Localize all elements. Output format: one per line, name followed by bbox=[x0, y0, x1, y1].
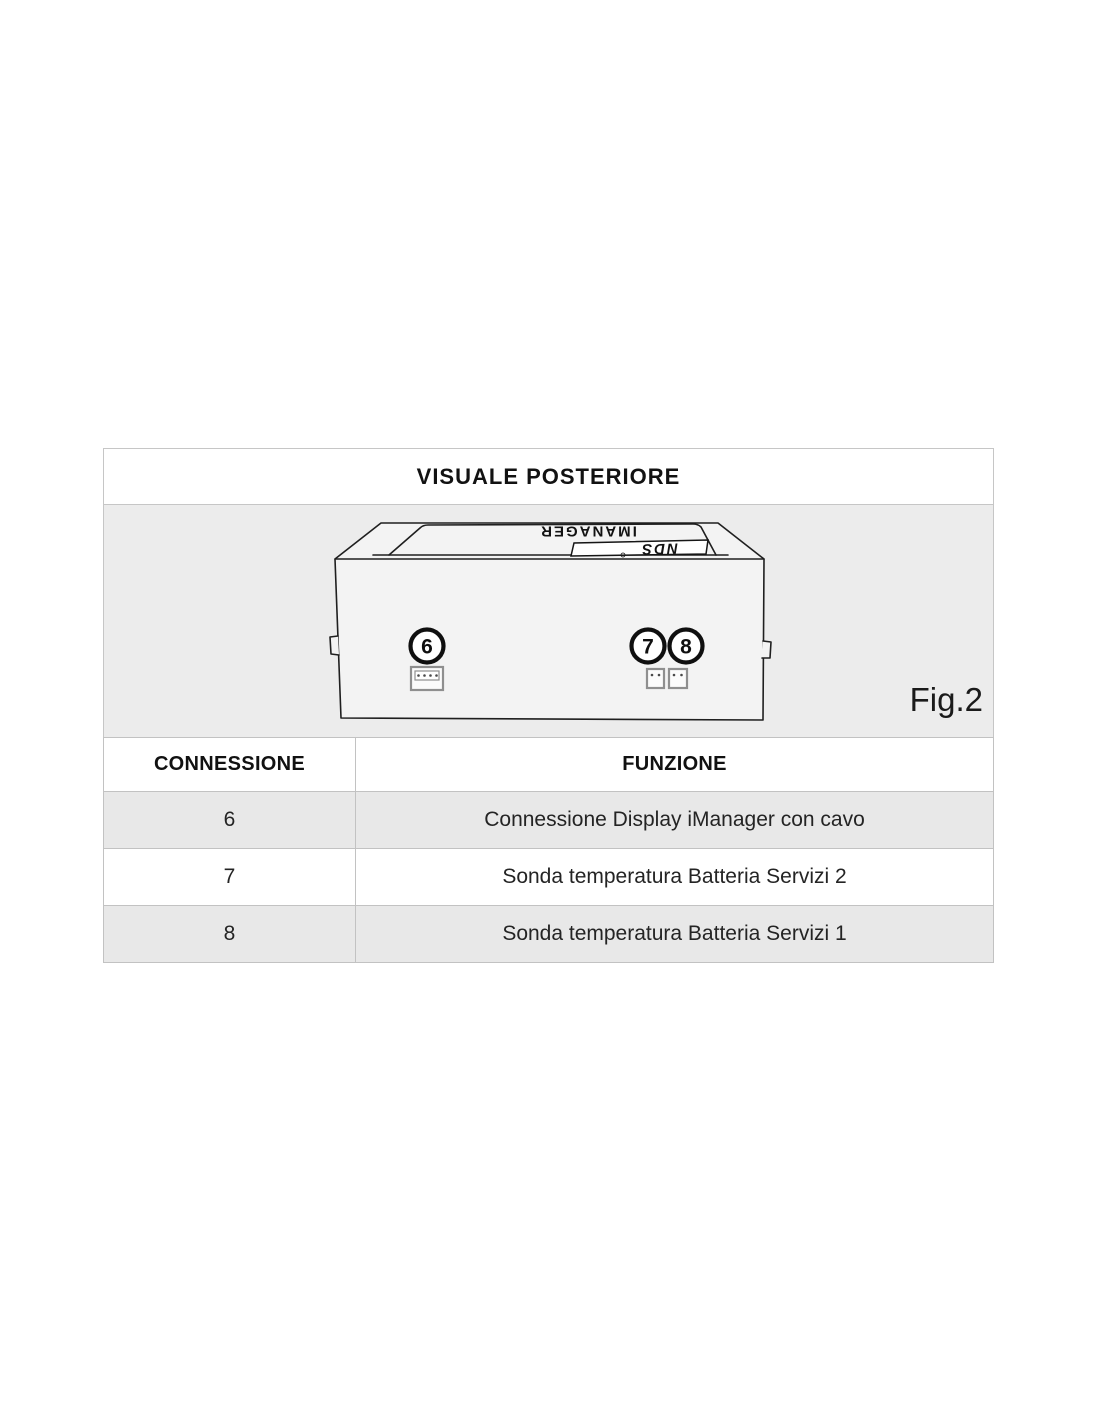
figure-panel bbox=[103, 448, 994, 963]
cell-funzione-7: Sonda temperatura Batteria Servizi 2 bbox=[356, 849, 994, 906]
table-row-6 bbox=[104, 792, 994, 849]
figure-caption: Fig.2 bbox=[909, 681, 983, 718]
connector-2pin-b bbox=[669, 669, 687, 688]
rear-view-diagram bbox=[103, 505, 994, 737]
cell-funzione-8: Sonda temperatura Batteria Servizi 1 bbox=[356, 906, 994, 963]
svg-text:7: 7 bbox=[642, 635, 654, 659]
table-header-row bbox=[104, 738, 994, 792]
port-6-badge bbox=[411, 630, 444, 663]
device-right-tab bbox=[762, 641, 771, 658]
cell-connessione-8: 8 bbox=[104, 906, 356, 963]
port-7-badge bbox=[632, 630, 665, 663]
device-drawing bbox=[104, 505, 993, 736]
svg-text:8: 8 bbox=[680, 635, 692, 659]
connection-table bbox=[103, 737, 994, 963]
table-row-7 bbox=[104, 849, 994, 906]
device-left-tab bbox=[330, 636, 339, 655]
port-8-badge bbox=[670, 630, 703, 663]
imanager-top-label: IMANAGER bbox=[539, 522, 637, 540]
nds-logo-text: NDS bbox=[639, 539, 679, 558]
nds-logo-box bbox=[571, 540, 708, 556]
col-header-funzione: FUNZIONE bbox=[356, 738, 994, 792]
svg-text:6: 6 bbox=[421, 635, 433, 659]
cell-funzione-6: Connessione Display iManager con cavo bbox=[356, 792, 994, 849]
table-row-8 bbox=[104, 906, 994, 963]
cell-connessione-7: 7 bbox=[104, 849, 356, 906]
connector-2pin-a bbox=[647, 669, 664, 688]
cell-connessione-6: 6 bbox=[104, 792, 356, 849]
col-header-connessione: CONNESSIONE bbox=[104, 738, 356, 792]
connector-4pin bbox=[411, 667, 443, 690]
panel-title: VISUALE POSTERIORE bbox=[103, 448, 994, 505]
